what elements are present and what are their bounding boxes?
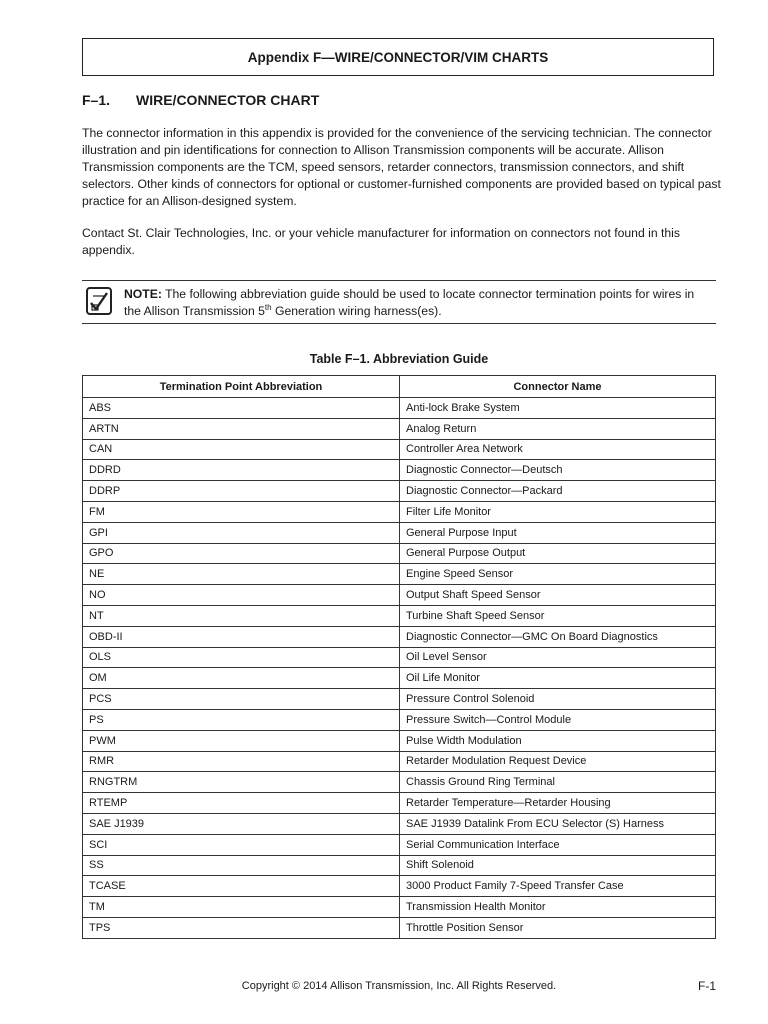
table-row: [83, 585, 716, 606]
abbreviation-cell: CAN: [83, 439, 400, 460]
connector-name-cell: Chassis Ground Ring Terminal: [400, 772, 716, 793]
connector-name-cell: Shift Solenoid: [400, 855, 716, 876]
table-row: [83, 543, 716, 564]
table-row: [83, 564, 716, 585]
table-row: [83, 793, 716, 814]
note-bottom-rule: [82, 323, 716, 324]
abbreviation-cell: OM: [83, 668, 400, 689]
abbreviation-cell: RNGTRM: [83, 772, 400, 793]
connector-name-cell: Controller Area Network: [400, 439, 716, 460]
table-row: [83, 813, 716, 834]
abbreviation-cell: DDRD: [83, 460, 400, 481]
contact-paragraph: Contact St. Clair Technologies, Inc. or your vehicle manufacturer for information on connectors not found in this appendix.: [82, 226, 680, 257]
intro-paragraph: The connector information in this appendix is provided for the convenience of the servicing technician. The connector illustration and pin identifications for connection to Allison Transmission components will be accurate. Allison Transmission components are the TCM, speed sensors, retarder connectors, transmission connectors, and shift selectors. Other kinds of connectors for optional or customer-furnished components are provided based on typical past practice for an Allison-designed system.: [82, 126, 721, 208]
connector-name-cell: SAE J1939 Datalink From ECU Selector (S) Harness: [400, 813, 716, 834]
abbreviation-cell: SCI: [83, 834, 400, 855]
abbreviation-cell: OLS: [83, 647, 400, 668]
abbreviation-cell: NO: [83, 585, 400, 606]
abbreviation-cell: ABS: [83, 398, 400, 419]
connector-name-cell: Diagnostic Connector—GMC On Board Diagnostics: [400, 626, 716, 647]
table-row: [83, 647, 716, 668]
appendix-title: Appendix F—WIRE/CONNECTOR/VIM CHARTS: [247, 49, 549, 65]
connector-name-cell: Pulse Width Modulation: [400, 730, 716, 751]
checklist-note-icon: [86, 287, 112, 315]
column-header-abbreviation: Termination Point Abbreviation: [83, 376, 400, 398]
connector-name-cell: Retarder Temperature—Retarder Housing: [400, 793, 716, 814]
table-row: [83, 522, 716, 543]
abbreviation-cell: ARTN: [83, 418, 400, 439]
abbreviation-cell: TCASE: [83, 876, 400, 897]
table-caption: Table F–1. Abbreviation Guide: [309, 352, 489, 366]
note-text: [124, 286, 714, 320]
table-row: [83, 730, 716, 751]
table-row: [83, 398, 716, 419]
abbreviation-cell: PCS: [83, 689, 400, 710]
connector-name-cell: Transmission Health Monitor: [400, 897, 716, 918]
connector-name-cell: Output Shaft Speed Sensor: [400, 585, 716, 606]
abbreviation-cell: DDRP: [83, 481, 400, 502]
table-header-row: [83, 376, 716, 398]
connector-name-cell: Pressure Control Solenoid: [400, 689, 716, 710]
connector-name-cell: Analog Return: [400, 418, 716, 439]
abbreviation-cell: OBD-II: [83, 626, 400, 647]
table-row: [83, 897, 716, 918]
connector-name-cell: Oil Level Sensor: [400, 647, 716, 668]
connector-name-cell: Pressure Switch—Control Module: [400, 709, 716, 730]
note-label: NOTE:: [124, 287, 162, 301]
abbreviation-cell: NE: [83, 564, 400, 585]
table-row: [83, 460, 716, 481]
table-row: [83, 418, 716, 439]
table-row: [83, 876, 716, 897]
abbreviation-cell: TM: [83, 897, 400, 918]
table-row: [83, 689, 716, 710]
note-text-before: The following abbreviation guide should be used to locate connector termination points for wires in the Allison Transmission 5: [124, 287, 695, 318]
table-row: [83, 439, 716, 460]
abbreviation-cell: RMR: [83, 751, 400, 772]
table-row: [83, 605, 716, 626]
abbreviation-cell: RTEMP: [83, 793, 400, 814]
abbreviation-cell: GPO: [83, 543, 400, 564]
note-superscript: th: [264, 302, 272, 312]
table-row: [83, 481, 716, 502]
abbreviation-cell: NT: [83, 605, 400, 626]
connector-name-cell: Diagnostic Connector—Deutsch: [400, 460, 716, 481]
connector-name-cell: Serial Communication Interface: [400, 834, 716, 855]
connector-name-cell: Engine Speed Sensor: [400, 564, 716, 585]
abbreviation-cell: PWM: [83, 730, 400, 751]
connector-name-cell: Filter Life Monitor: [400, 501, 716, 522]
table-row: [83, 501, 716, 522]
abbreviation-cell: GPI: [83, 522, 400, 543]
abbreviation-cell: SS: [83, 855, 400, 876]
column-header-connector-name: Connector Name: [400, 376, 716, 398]
table-row: [83, 626, 716, 647]
connector-name-cell: Anti-lock Brake System: [400, 398, 716, 419]
table-row: [83, 668, 716, 689]
connector-name-cell: Throttle Position Sensor: [400, 917, 716, 938]
table-row: [83, 855, 716, 876]
connector-name-cell: Turbine Shaft Speed Sensor: [400, 605, 716, 626]
abbreviation-table: [82, 375, 716, 939]
connector-name-cell: Retarder Modulation Request Device: [400, 751, 716, 772]
table-row: [83, 709, 716, 730]
appendix-title-box: [82, 38, 714, 76]
section-title: WIRE/CONNECTOR CHART: [136, 92, 320, 108]
note-text-after: Generation wiring harness(es).: [271, 304, 442, 318]
connector-name-cell: Oil Life Monitor: [400, 668, 716, 689]
section-number: F–1.: [82, 92, 111, 108]
note-top-rule: [82, 280, 716, 281]
abbreviation-cell: FM: [83, 501, 400, 522]
footer-copyright: Copyright © 2014 Allison Transmission, Inc. All Rights Reserved.: [241, 980, 557, 992]
abbreviation-cell: SAE J1939: [83, 813, 400, 834]
table-row: [83, 917, 716, 938]
connector-name-cell: General Purpose Output: [400, 543, 716, 564]
connector-name-cell: General Purpose Input: [400, 522, 716, 543]
connector-name-cell: 3000 Product Family 7-Speed Transfer Case: [400, 876, 716, 897]
abbreviation-cell: TPS: [83, 917, 400, 938]
page-number: F-1: [698, 979, 716, 993]
table-row: [83, 772, 716, 793]
section-heading: [82, 92, 319, 108]
table-row: [83, 751, 716, 772]
abbreviation-cell: PS: [83, 709, 400, 730]
connector-name-cell: Diagnostic Connector—Packard: [400, 481, 716, 502]
table-row: [83, 834, 716, 855]
